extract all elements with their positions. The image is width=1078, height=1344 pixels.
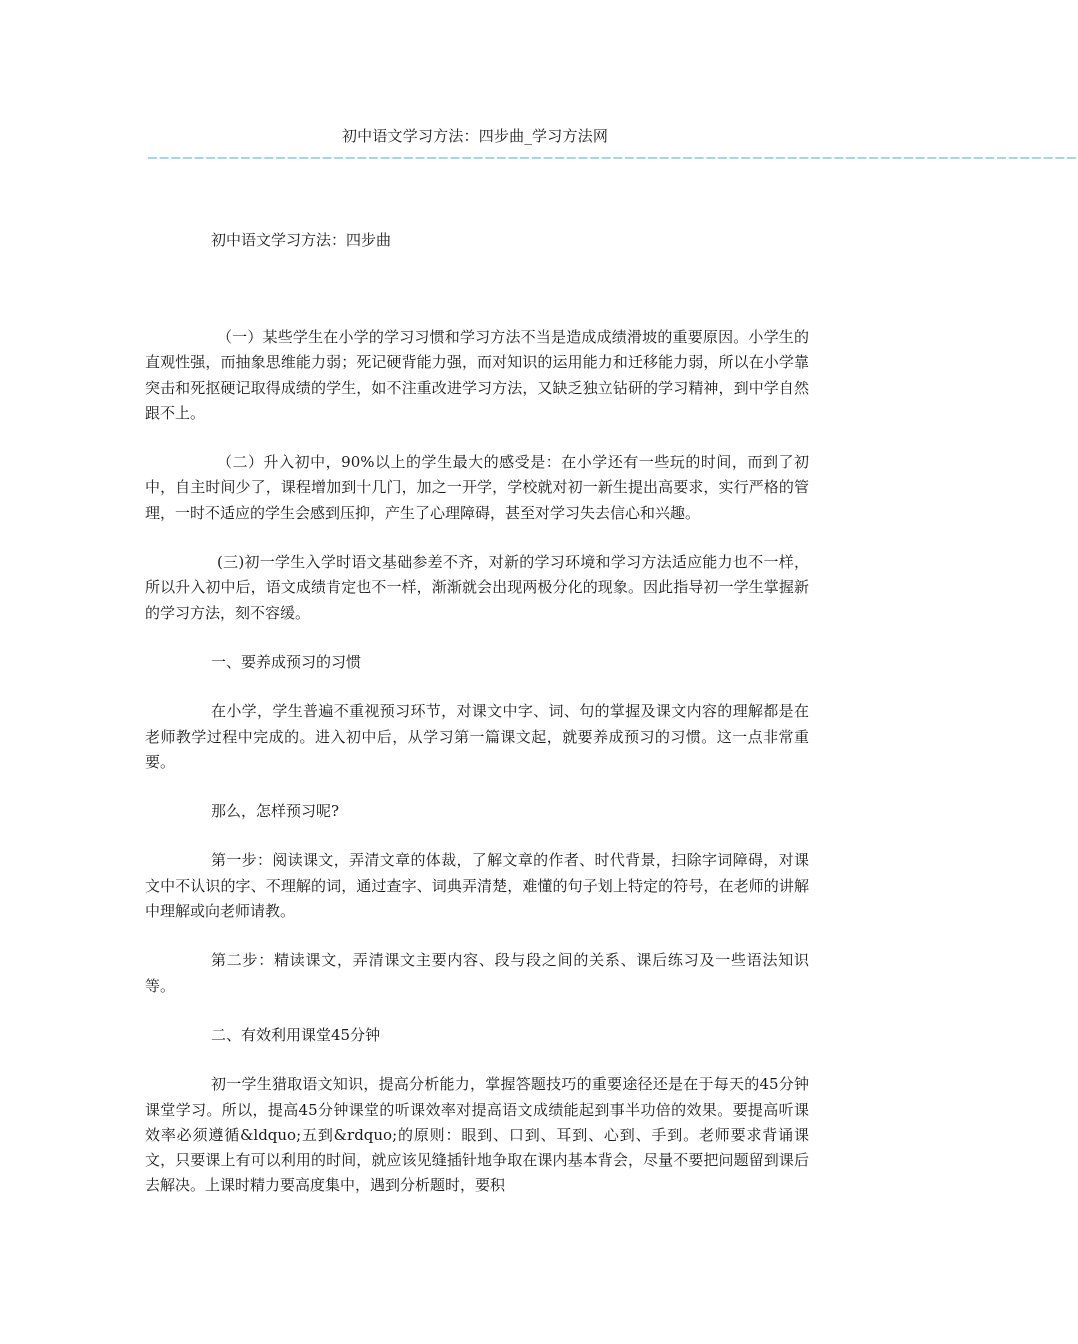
paragraph-6: 第一步：阅读课文，弄清文章的体裁，了解文章的作者、时代背景，扫除字词障碍，对课文中不认识的字、不理解的词，通过查字、词典弄清楚，难懂的句子划上特定的符号，在老师的讲解中理解或向老师请教。	[145, 851, 809, 921]
document-subtitle: 初中语文学习方法：四步曲	[211, 231, 392, 249]
document-body	[145, 325, 809, 1223]
paragraph-1: （一）某些学生在小学的学习习惯和学习方法不当是造成成绩滑坡的重要原因。小学生的直观性强，而抽象思维能力弱；死记硬背能力强，而对知识的运用能力和迁移能力弱，所以在小学靠突击和死抠硬记取得成绩的学生，如不注重改进学习方法，又缺乏独立钻研的学习精神，到中学自然跟不上。	[145, 328, 809, 422]
section-heading-1: 一、要养成预习的习惯	[211, 652, 362, 671]
paragraph-7: 第二步：精读课文，弄清课文主要内容、段与段之间的关系、课后练习及一些语法知识等。	[145, 951, 809, 995]
document-title: 初中语文学习方法：四步曲_学习方法网	[341, 127, 609, 145]
title-divider-dashes: ————————————————————————————————————————————————————————————————————————————————	[148, 148, 1078, 166]
paragraph-3: (三)初一学生入学时语文基础参差不齐，对新的学习环境和学习方法适应能力也不一样，所以升入初中后，语文成绩肯定也不一样，渐渐就会出现两极分化的现象。因此指导初一学生掌握新的学习方法，刻不容缓。	[145, 553, 809, 622]
paragraph-2: （二）升入初中，90%以上的学生最大的感受是：在小学还有一些玩的时间，而到了初中，自主时间少了，课程增加到十几门，加之一开学，学校就对初一新生提出高要求，实行严格的管理，一时不适应的学生会感到压抑，产生了心理障碍，甚至对学习失去信心和兴趣。	[145, 453, 809, 522]
paragraph-8: 初一学生猎取语文知识，提高分析能力，掌握答题技巧的重要途径还是在于每天的45分钟课堂学习。所以，提高45分钟课堂的听课效率对提高语文成绩能起到事半功倍的效果。要提高听课效率必须遵循&ldquo;五到&rdquo;的原则：眼到、口到、耳到、心到、手到。老师要求背诵课文，只要课上有可以利用的时间，就应该见缝插针地争取在课内基本背会，尽量不要把问题留到课后去解决。上课时精力要高度集中，遇到分析题时，要积	[145, 1075, 809, 1195]
section-heading-2: 二、有效利用课堂45分钟	[211, 1025, 381, 1044]
paragraph-4: 在小学，学生普遍不重视预习环节，对课文中字、词、句的掌握及课文内容的理解都是在老师教学过程中完成的。进入初中后，从学习第一篇课文起，就要养成预习的习惯。这一点非常重要。	[145, 702, 809, 771]
paragraph-5: 那么，怎样预习呢?	[211, 802, 340, 821]
